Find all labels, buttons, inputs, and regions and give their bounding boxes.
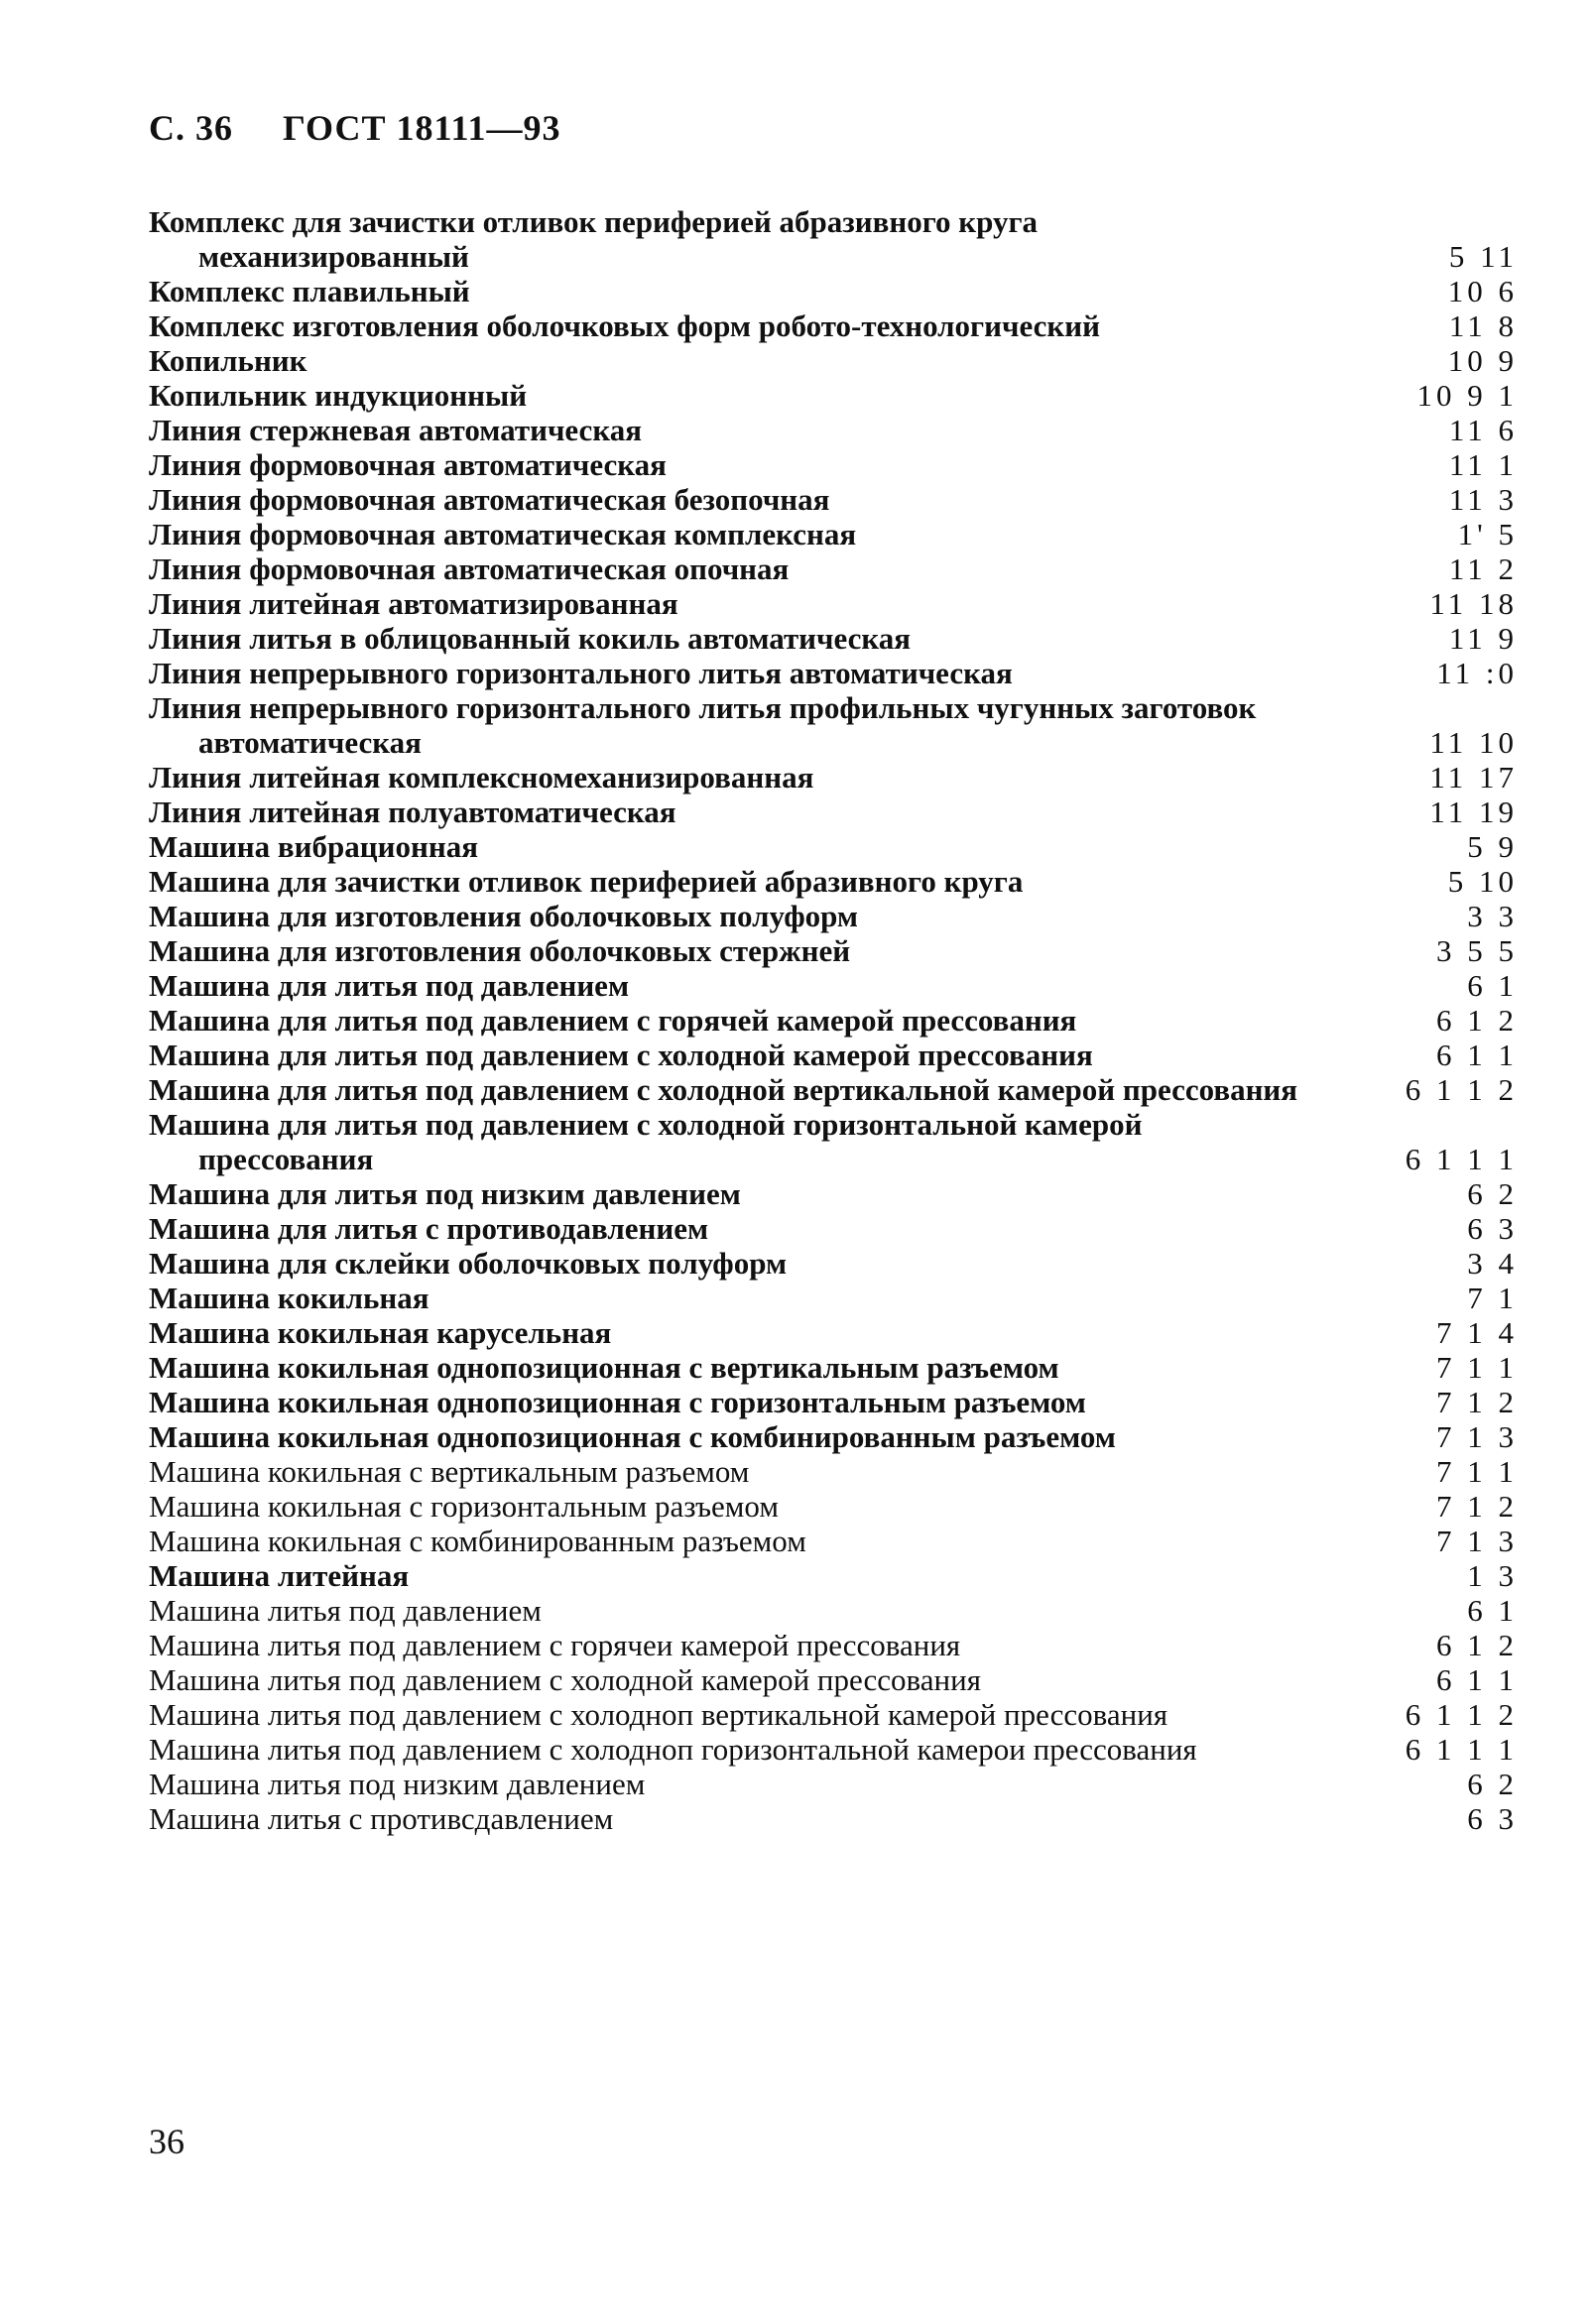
index-entry [149, 1038, 1518, 1072]
entry-term: Машина литья под низким давлением [149, 1767, 646, 1801]
entry-term: Машина для литья под давлением с холодной вертикальной камерой прессования [149, 1072, 1298, 1107]
entry-reference: 7 1 [1467, 1281, 1518, 1315]
index-entry [149, 968, 1518, 1003]
entry-term: Машина кокильная однопозиционная с комбинированным разъемом [149, 1419, 1116, 1454]
index-entry [149, 1697, 1518, 1732]
entry-term: Комплекс плавильный [149, 274, 470, 308]
index-entry [149, 1558, 1518, 1593]
entry-reference: 3 3 [1467, 899, 1518, 933]
entry-term: Машина кокильная с комбинированным разъемом [149, 1524, 806, 1558]
page-header [149, 107, 561, 149]
index-entry [149, 1767, 1518, 1801]
entry-term: Машина литья под давлением с холодноп вертикальной камерой прессования [149, 1697, 1168, 1732]
entry-term: Машина для литья под давлением с горячей камерой прессования [149, 1003, 1077, 1038]
entry-reference: 6 3 [1467, 1801, 1518, 1836]
entry-term: Копильник [149, 343, 307, 378]
entry-term: Линия непрерывного горизонтального литья профильных чугунных заготовок автоматическая [149, 690, 1257, 760]
entry-term: Линия непрерывного горизонтального литья автоматическая [149, 656, 1013, 690]
entry-term: Линия формовочная автоматическая [149, 447, 667, 482]
entry-reference: 6 1 [1467, 968, 1518, 1003]
index-entry [149, 204, 1518, 274]
standard-code: ГОСТ 18111—93 [283, 108, 561, 148]
entry-reference: 11 :0 [1436, 656, 1518, 690]
index-entry [149, 343, 1518, 378]
index-entry [149, 1072, 1518, 1107]
entry-reference: 7 1 4 [1436, 1315, 1518, 1350]
entry-reference: 7 1 2 [1436, 1385, 1518, 1419]
entry-reference: 6 1 1 [1436, 1662, 1518, 1697]
index-entry [149, 1419, 1518, 1454]
index-entry [149, 1489, 1518, 1524]
index-entry [149, 586, 1518, 621]
index-entry [149, 308, 1518, 343]
entry-reference: 11 9 [1448, 621, 1518, 656]
entry-term: Линия формовочная автоматическая безопочная [149, 482, 830, 517]
entry-reference: 6 1 1 2 [1405, 1072, 1518, 1107]
entry-term: Машина литья под давлением с холодной камерой прессования [149, 1662, 981, 1697]
entry-term: Машина литья под давлением с горячеи камерой прессования [149, 1628, 961, 1662]
index-entry [149, 551, 1518, 586]
page-number: 36 [149, 2122, 184, 2161]
index-entry [149, 413, 1518, 447]
entry-reference: 11 6 [1448, 413, 1518, 447]
entry-term: Машина кокильная с вертикальным разъемом [149, 1454, 750, 1489]
index-entry [149, 1593, 1518, 1628]
entry-reference: 5 10 [1447, 864, 1518, 899]
index-entry [149, 447, 1518, 482]
entry-term: Машина для литья с противодавлением [149, 1211, 709, 1246]
index-entry [149, 1385, 1518, 1419]
index-entry [149, 274, 1518, 308]
index-entry [149, 1246, 1518, 1281]
entry-term: Комплекс для зачистки отливок периферией абразивного круга механизированный [149, 204, 1039, 274]
index-entry [149, 517, 1518, 551]
entry-reference: 3 5 5 [1436, 933, 1518, 968]
entry-term: Линия литейная полуавтоматическая [149, 795, 676, 829]
entry-term: Машина кокильная однопозиционная с горизонтальным разъемом [149, 1385, 1086, 1419]
entry-reference: 6 3 [1467, 1211, 1518, 1246]
entry-term: Линия стержневая автоматическая [149, 413, 642, 447]
index-entry [149, 1350, 1518, 1385]
index-entry [149, 1003, 1518, 1038]
entry-reference: 6 2 [1467, 1176, 1518, 1211]
index-entry [149, 1211, 1518, 1246]
entry-reference: 11 17 [1429, 760, 1518, 795]
entry-reference: 5 9 [1467, 829, 1518, 864]
entry-term: Машина для литья под давлением с холодной горизонтальной камерой прессования [149, 1107, 1143, 1176]
entry-term: Комплекс изготовления оболочковых форм робото-технологический [149, 308, 1100, 343]
entry-term: Машина для литья под давлением с холодной камерой прессования [149, 1038, 1093, 1072]
entry-term: Линия формовочная автоматическая комплексная [149, 517, 857, 551]
entry-reference: 10 9 1 [1416, 378, 1518, 413]
entry-term: Машина литья с противсдавлением [149, 1801, 614, 1836]
index-entry [149, 378, 1518, 413]
index-entry [149, 760, 1518, 795]
index-entry [149, 1732, 1518, 1767]
index-entry [149, 1454, 1518, 1489]
entry-term: Машина кокильная однопозиционная с вертикальным разъемом [149, 1350, 1059, 1385]
entry-reference: 6 1 [1467, 1593, 1518, 1628]
entry-term: Линия литья в облицованный кокиль автоматическая [149, 621, 912, 656]
entry-term: Машина для склейки оболочковых полуформ [149, 1246, 788, 1281]
index-entry [149, 1315, 1518, 1350]
entry-reference: 11 2 [1448, 551, 1518, 586]
page-label: С. 36 [149, 108, 233, 148]
entry-reference: 6 1 1 1 [1405, 1732, 1518, 1767]
entry-term: Линия формовочная автоматическая опочная [149, 551, 790, 586]
entry-reference: 11 8 [1448, 308, 1518, 343]
index-entry [149, 1524, 1518, 1558]
entry-reference: 6 1 1 1 [1405, 1142, 1518, 1176]
index-entry [149, 864, 1518, 899]
index-entry [149, 690, 1518, 760]
index-entry [149, 656, 1518, 690]
entry-reference: 7 1 2 [1436, 1489, 1518, 1524]
entry-term: Машина литья под давлением с холодноп горизонтальной камерои прессования [149, 1732, 1197, 1767]
entry-term: Машина для изготовления оболочковых стержней [149, 933, 851, 968]
entry-reference: 6 2 [1467, 1767, 1518, 1801]
index-entry [149, 1107, 1518, 1176]
entry-reference: 11 3 [1448, 482, 1518, 517]
index-entry [149, 1281, 1518, 1315]
index-entry [149, 1662, 1518, 1697]
entry-term: Машина для литья под давлением [149, 968, 630, 1003]
entry-reference: 6 1 1 [1436, 1038, 1518, 1072]
entry-reference: 10 6 [1447, 274, 1518, 308]
entry-reference: 7 1 1 [1436, 1350, 1518, 1385]
entry-reference: 6 1 2 [1436, 1628, 1518, 1662]
entry-term: Машина литейная [149, 1558, 410, 1593]
entry-term: Машина вибрационная [149, 829, 478, 864]
entry-reference: 5 11 [1448, 239, 1518, 274]
entry-reference: 11 18 [1429, 586, 1518, 621]
entry-term: Машина для зачистки отливок периферией абразивного круга [149, 864, 1024, 899]
index-entry [149, 933, 1518, 968]
index-entry [149, 829, 1518, 864]
entry-term: Машина кокильная с горизонтальным разъемом [149, 1489, 779, 1524]
entry-reference: 7 1 1 [1436, 1454, 1518, 1489]
entry-reference: 11 1 [1448, 447, 1518, 482]
entry-reference: 6 1 1 2 [1405, 1697, 1518, 1732]
entry-reference: 7 1 3 [1436, 1524, 1518, 1558]
entry-term: Копильник индукционный [149, 378, 528, 413]
index-entry [149, 482, 1518, 517]
entry-reference: 1' 5 [1457, 517, 1518, 551]
index-entry [149, 1176, 1518, 1211]
entry-reference: 10 9 [1447, 343, 1518, 378]
entry-reference: 11 10 [1429, 725, 1518, 760]
index-entry [149, 621, 1518, 656]
entry-term: Машина литья под давлением [149, 1593, 542, 1628]
entry-reference: 7 1 3 [1436, 1419, 1518, 1454]
entry-reference: 6 1 2 [1436, 1003, 1518, 1038]
index-entry [149, 899, 1518, 933]
entry-term: Линия литейная автоматизированная [149, 586, 678, 621]
entry-reference: 3 4 [1467, 1246, 1518, 1281]
entry-term: Линия литейная комплексномеханизированная [149, 760, 814, 795]
index-entry [149, 1801, 1518, 1836]
entry-reference: 1 3 [1467, 1558, 1518, 1593]
index-entry [149, 795, 1518, 829]
entry-reference: 11 19 [1429, 795, 1518, 829]
index-entries [149, 204, 1518, 1836]
index-entry [149, 1628, 1518, 1662]
entry-term: Машина кокильная карусельная [149, 1315, 612, 1350]
entry-term: Машина кокильная [149, 1281, 429, 1315]
entry-term: Машина для изготовления оболочковых полуформ [149, 899, 859, 933]
entry-term: Машина для литья под низким давлением [149, 1176, 741, 1211]
